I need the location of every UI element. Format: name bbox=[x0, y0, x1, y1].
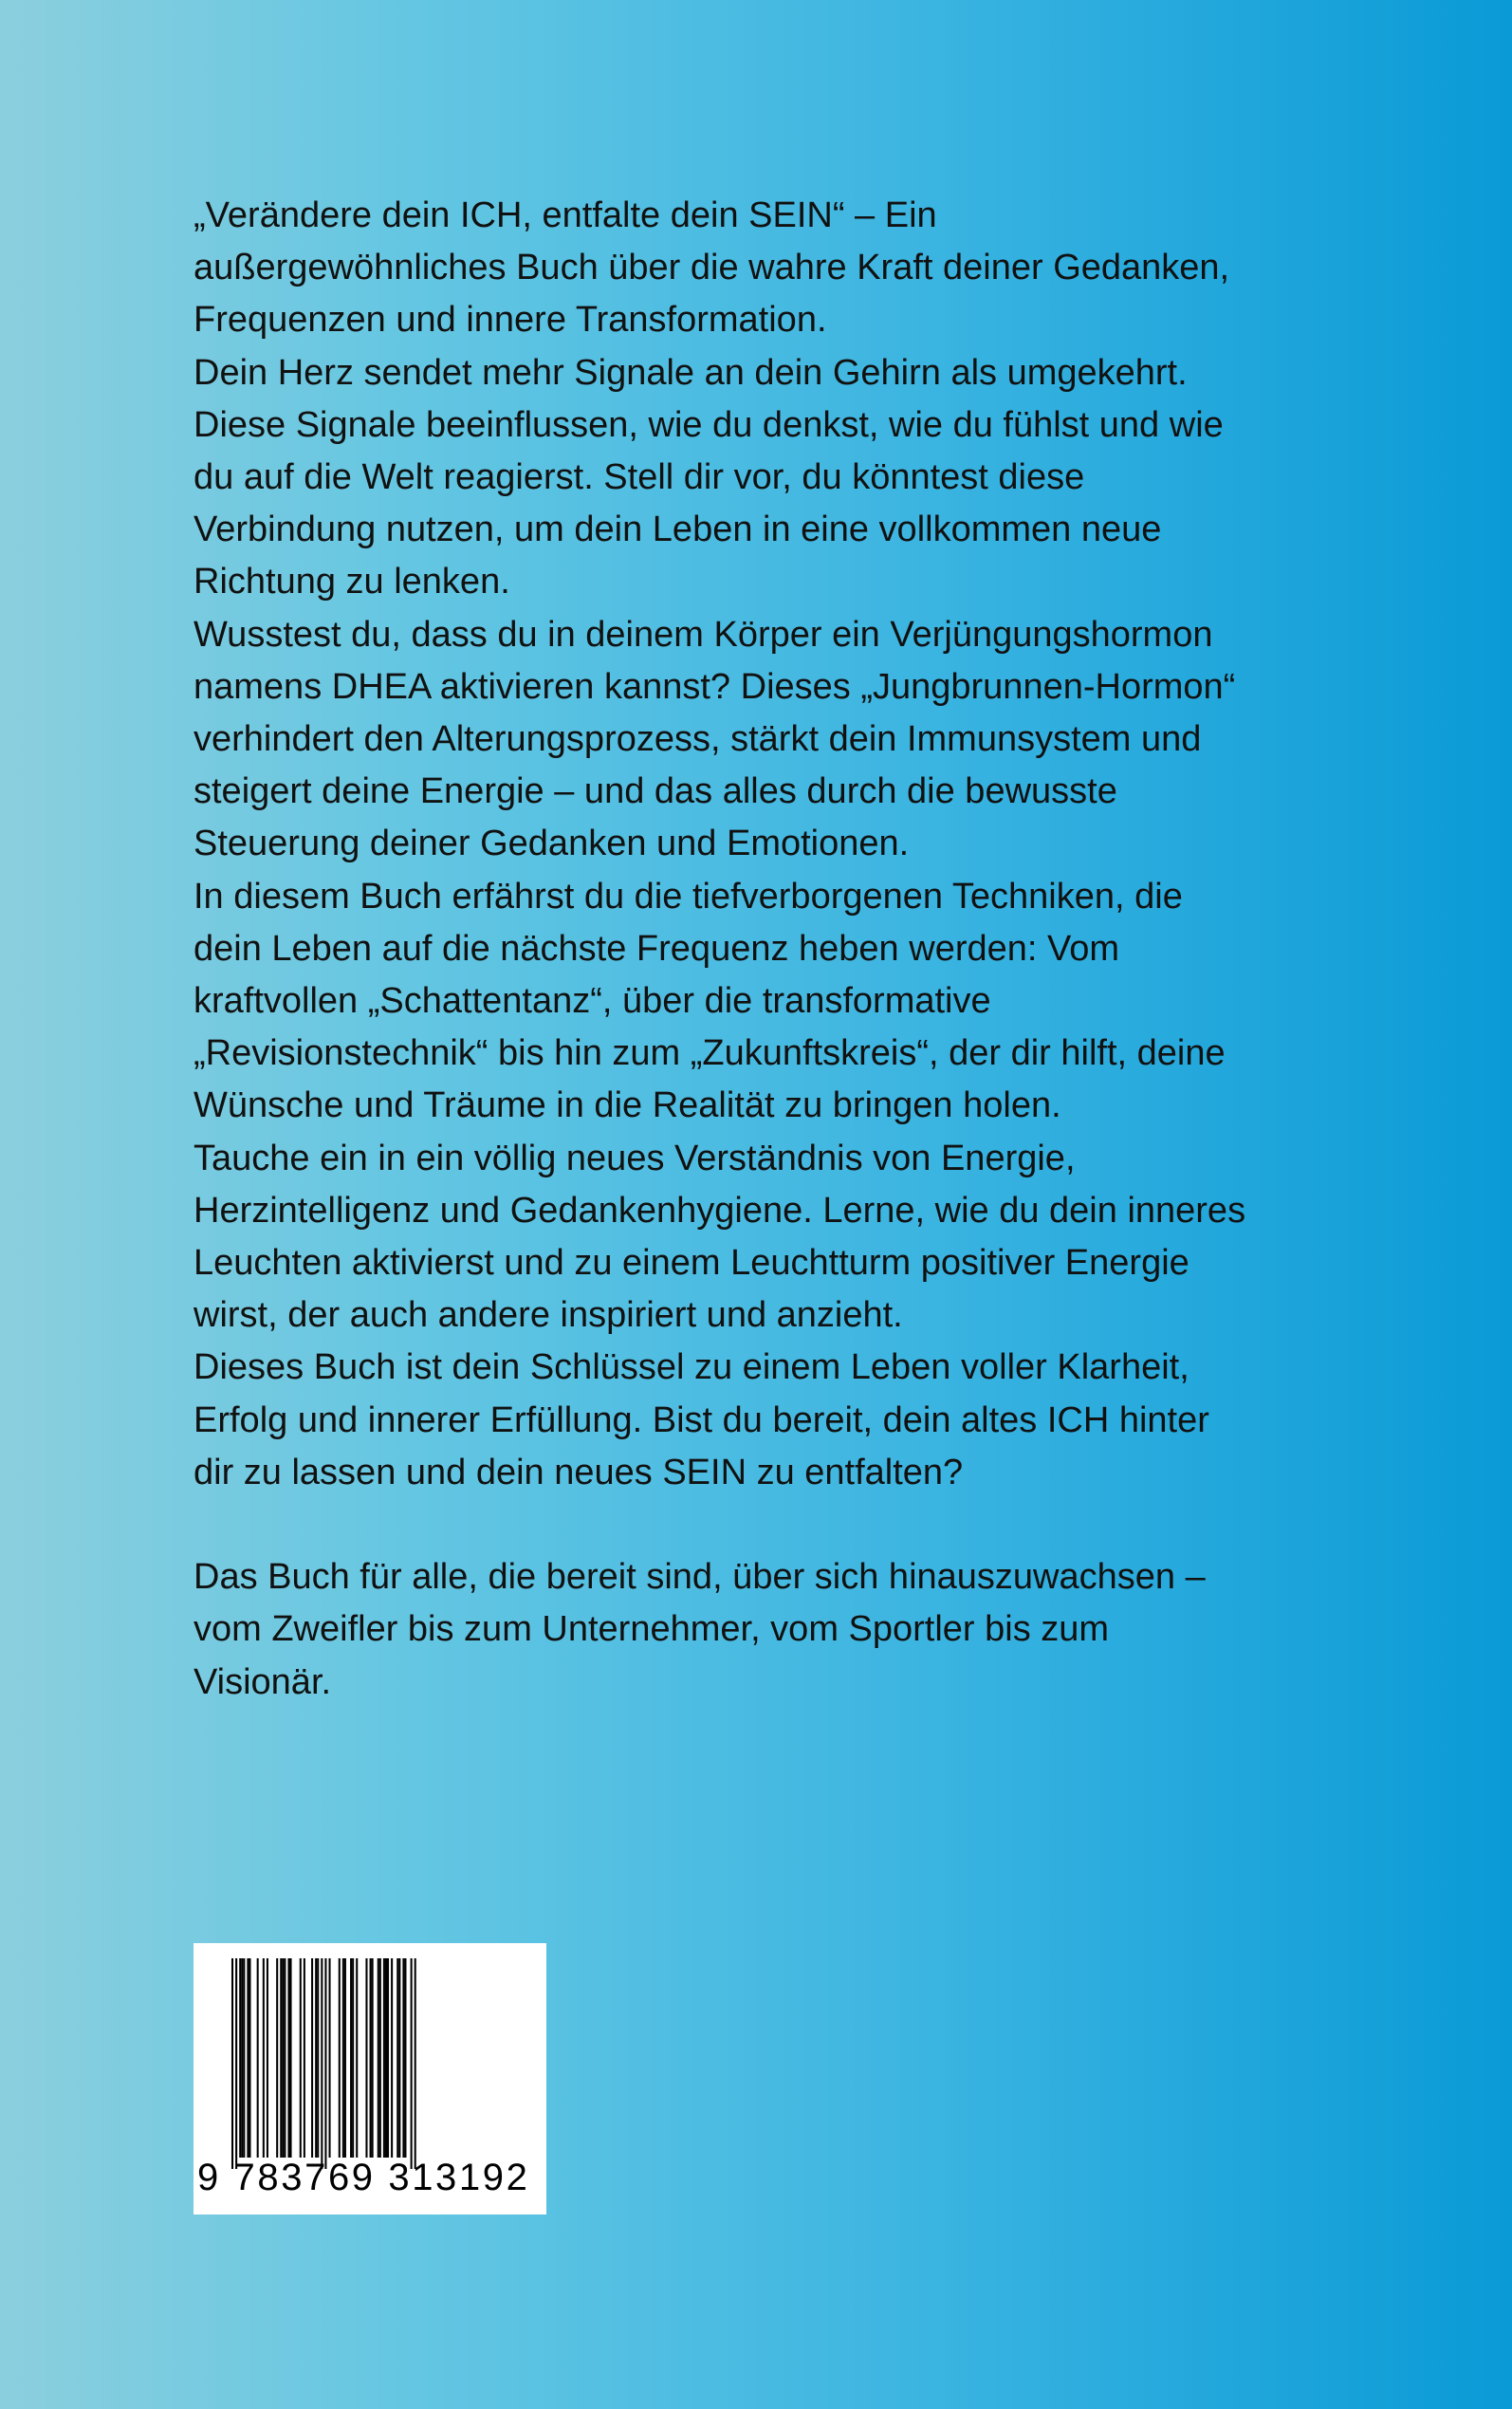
barcode-bar bbox=[387, 1958, 389, 2158]
barcode-bar bbox=[241, 1958, 243, 2158]
barcode-guard-bar bbox=[231, 1958, 233, 2169]
barcode-bar bbox=[243, 1958, 245, 2158]
barcode-bar bbox=[263, 1958, 265, 2158]
barcode-bar bbox=[391, 1958, 393, 2158]
blurb-paragraph-energy: Tauche ein in ein völlig neues Verständnis von Energie, Herzintelligenz und Gedankenhygiene. Lerne, wie du dein inneres Leuchten aktivierst und zu einem Leuchtturm positiver Energie wirst, der auch andere inspiriert und anzieht. bbox=[194, 1138, 1246, 1336]
barcode-bar bbox=[402, 1958, 404, 2158]
blurb-paragraph-dhea: Wusstest du, dass du in deinem Körper ein Verjüngungshormon namens DHEA aktivieren kannst? Dieses „Jungbrunnen-Hormon“ verhindert den Alterungsprozess, stärkt dein Immunsystem und steigert deine Energie – und das alles durch die bewusste Steuerung deiner Gedanken und Emotionen. bbox=[194, 614, 1236, 864]
barcode-bar bbox=[287, 1958, 289, 2158]
barcode-bar bbox=[344, 1958, 346, 2158]
barcode-bar bbox=[372, 1958, 374, 2158]
barcode-bar bbox=[276, 1958, 278, 2158]
barcode-bar bbox=[284, 1958, 286, 2158]
barcode-bar bbox=[398, 1958, 400, 2158]
barcode-bar bbox=[315, 1958, 317, 2158]
barcode-bar bbox=[304, 1958, 305, 2158]
barcode-bar bbox=[342, 1958, 344, 2158]
barcode-bar bbox=[385, 1958, 387, 2158]
barcode-bar bbox=[290, 1958, 292, 2158]
barcode-guard-bar bbox=[235, 1958, 237, 2169]
barcode-bar bbox=[365, 1958, 367, 2158]
barcode-bar bbox=[379, 1958, 381, 2158]
barcode-bar bbox=[396, 1958, 398, 2158]
barcode-bar bbox=[311, 1958, 313, 2158]
blurb-paragraph-key: Dieses Buch ist dein Schlüssel zu einem Leben voller Klarheit, Erfolg und innerer Erfüllung. Bist du bereit, dein altes ICH hinter dir zu lassen und dein neues SEIN zu entfalten? bbox=[194, 1347, 1209, 1492]
barcode-bar bbox=[370, 1958, 372, 2158]
barcode-bar bbox=[404, 1958, 406, 2158]
barcode-number: 9 783769 313192 bbox=[197, 2157, 530, 2198]
isbn-barcode bbox=[194, 1943, 546, 2214]
barcode-bar bbox=[249, 1958, 250, 2158]
barcode-bar bbox=[356, 1958, 358, 2158]
paragraph-spacer bbox=[194, 1499, 1256, 1551]
barcode-bar bbox=[300, 1958, 302, 2158]
barcode-bar bbox=[352, 1958, 354, 2158]
barcode-bar bbox=[350, 1958, 352, 2158]
barcode-bar bbox=[317, 1958, 319, 2158]
blurb-paragraph-techniques: In diesem Buch erfährst du die tiefverborgenen Techniken, die dein Leben auf die nächste Frequenz heben werden: Vom kraftvollen „Schattentanz“, über die transformative „Revisionstechnik“ bis hin zum „Zukunftskreis“, der dir hilft, deine Wünsche und Träume in die Realität zu bringen holen. bbox=[194, 876, 1226, 1126]
barcode-bar bbox=[239, 1958, 241, 2158]
barcode-bar bbox=[247, 1958, 249, 2158]
barcode-bar bbox=[378, 1958, 379, 2158]
barcode-guard-bar bbox=[324, 1958, 326, 2169]
barcode-bar bbox=[339, 1958, 341, 2158]
barcode-guard-bar bbox=[321, 1958, 323, 2169]
blurb-paragraph-intro: „Verändere dein ICH, entfalte dein SEIN“ – Ein außergewöhnliches Buch über die wahre Kraft deiner Gedanken, Frequenzen und innere Transformation. bbox=[194, 195, 1230, 341]
blurb-text bbox=[194, 190, 1256, 1709]
barcode-guard-bar bbox=[411, 1958, 413, 2169]
barcode-bar bbox=[282, 1958, 284, 2158]
barcode-bar bbox=[280, 1958, 282, 2158]
barcode-bar bbox=[329, 1958, 331, 2158]
barcode-guard-bar bbox=[415, 1958, 416, 2169]
barcode-bar bbox=[267, 1958, 268, 2158]
barcode-bar bbox=[383, 1958, 385, 2158]
blurb-paragraph-heart: Dein Herz sendet mehr Signale an dein Gehirn als umgekehrt. Diese Signale beeinflussen, wie du denkst, wie du fühlst und wie du auf die Welt reagierst. Stell dir vor, du könntest diese Verbindung nutzen, um dein Leben in eine vollkommen neue Richtung zu lenken. bbox=[194, 352, 1224, 602]
barcode-bar bbox=[257, 1958, 259, 2158]
blurb-closing: Das Buch für alle, die bereit sind, über sich hinauszuwachsen – vom Zweifler bis zum Unternehmer, vom Sportler bis zum Visionär. bbox=[194, 1557, 1206, 1702]
